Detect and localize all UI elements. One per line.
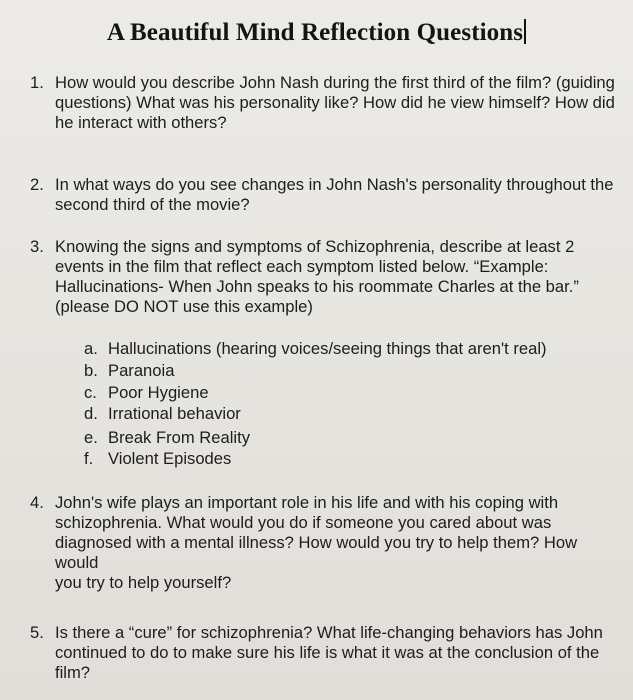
page-title bbox=[0, 18, 633, 48]
symptom-item bbox=[84, 361, 604, 381]
symptom-label: Violent Episodes bbox=[108, 449, 232, 468]
question-2 bbox=[26, 175, 626, 215]
question-1 bbox=[26, 73, 626, 133]
question-text: In what ways do you see changes in John Nash's personality throughout the second third of the movie? bbox=[55, 175, 614, 214]
symptom-item bbox=[84, 383, 604, 403]
symptom-item bbox=[84, 404, 604, 424]
question-number: 2. bbox=[30, 175, 44, 194]
question-text: John's wife plays an important role in his life and with his coping with schizophrenia. What would you do if someone you cared about was diagnosed with a mental illness? How would you try to help them? How would you try to help yourself? bbox=[55, 493, 578, 592]
question-number: 5. bbox=[30, 623, 44, 642]
question-5 bbox=[26, 623, 626, 683]
symptom-label: Irrational behavior bbox=[108, 404, 241, 423]
symptom-label: Poor Hygiene bbox=[108, 383, 209, 402]
symptom-letter: a. bbox=[84, 339, 98, 358]
question-number: 3. bbox=[30, 237, 44, 256]
symptom-letter: f. bbox=[84, 449, 94, 468]
question-text: Knowing the signs and symptoms of Schizophrenia, describe at least 2 events in the film that reflect each symptom listed below. “Example: Hallucinations- When John speaks to his roommate Charles at the bar.” (please DO NOT use this example) bbox=[55, 237, 579, 316]
symptom-label: Paranoia bbox=[108, 361, 175, 380]
question-3 bbox=[26, 237, 626, 317]
symptom-item bbox=[84, 428, 604, 448]
symptom-letter: d. bbox=[84, 404, 98, 423]
question-text: How would you describe John Nash during the first third of the film? (guiding questions) What was his personality like? How did he view himself? How did he interact with others? bbox=[55, 73, 615, 132]
symptom-letter: c. bbox=[84, 383, 97, 402]
text-cursor bbox=[524, 19, 526, 44]
question-text: Is there a “cure” for schizophrenia? What life-changing behaviors has John continued to do to make sure his life is what it was at the conclusion of the film? bbox=[55, 623, 603, 682]
title-text: A Beautiful Mind Reflection Questions bbox=[106, 19, 524, 46]
symptom-item bbox=[84, 339, 604, 359]
question-4 bbox=[26, 493, 626, 593]
symptom-label: Break From Reality bbox=[108, 428, 251, 447]
symptom-item bbox=[84, 449, 604, 469]
question-number: 4. bbox=[30, 493, 44, 512]
symptom-letter: b. bbox=[84, 361, 98, 380]
symptom-label: Hallucinations (hearing voices/seeing things that aren't real) bbox=[108, 339, 547, 358]
question-number: 1. bbox=[30, 73, 44, 92]
symptom-letter: e. bbox=[84, 428, 98, 447]
